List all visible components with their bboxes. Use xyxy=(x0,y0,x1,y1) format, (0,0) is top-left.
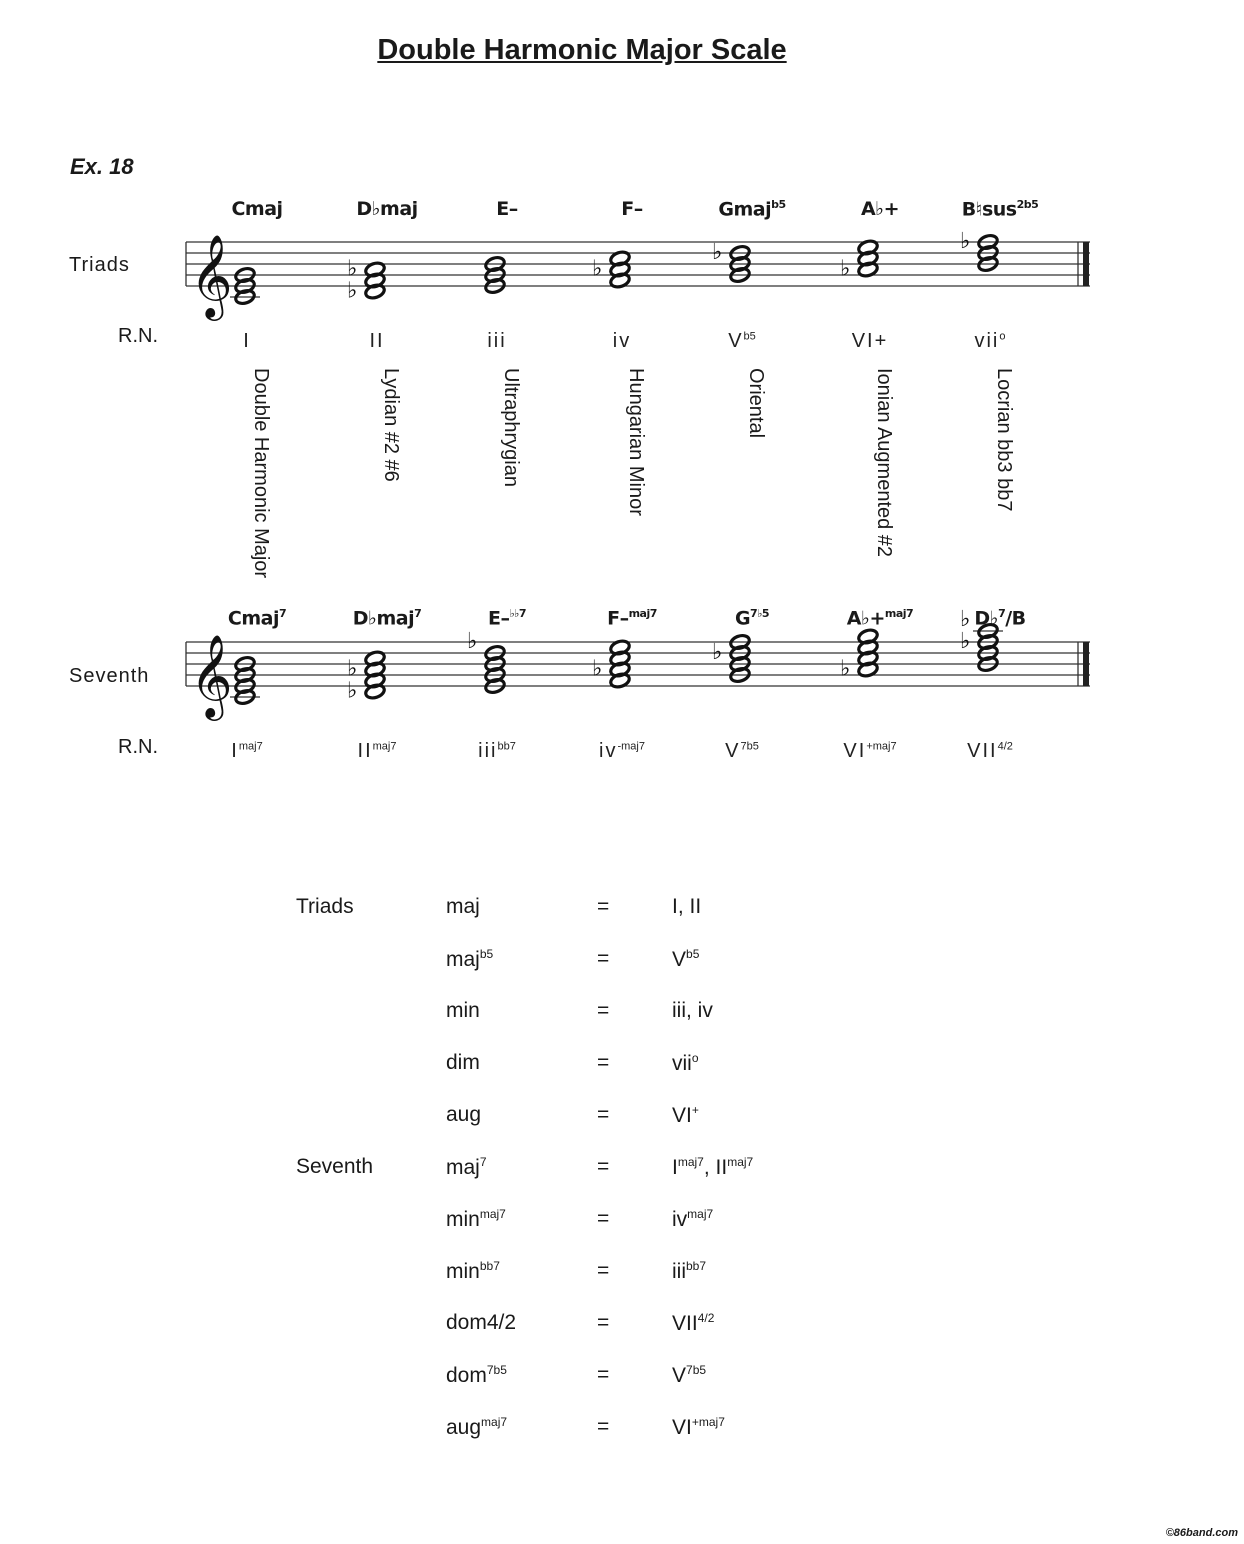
chord-symbol-suffix: /B xyxy=(1005,607,1026,630)
chord-symbol-sup: maj7 xyxy=(884,607,914,620)
chord-symbol-text: Cmaj xyxy=(227,607,279,630)
table-roman-numerals-text: iv xyxy=(672,1208,688,1231)
chord-symbol-text: D♭maj xyxy=(352,607,415,630)
table-roman-numerals-text: I, II xyxy=(672,895,702,918)
flat-icon: ♭ xyxy=(347,656,358,682)
table-roman-numerals xyxy=(672,947,699,972)
table-chord-quality-text: maj xyxy=(446,895,480,918)
table-roman-numerals-text: VI xyxy=(672,1104,692,1127)
treble-clef-icon: 𝄞 xyxy=(190,633,233,717)
page-title: Double Harmonic Major Scale xyxy=(377,34,787,66)
roman-numeral-sup: +maj7 xyxy=(866,740,897,753)
triads-staff xyxy=(0,210,1244,350)
flat-icon: ♭ xyxy=(347,278,358,304)
table-chord-quality-sup: maj7 xyxy=(481,1415,508,1429)
table-roman-numerals xyxy=(672,1103,699,1128)
table-roman-numerals-sup: maj7 xyxy=(677,1155,704,1169)
table-chord-quality xyxy=(446,947,493,972)
table-chord-quality-sup: bb7 xyxy=(479,1259,500,1273)
table-equals: = xyxy=(597,999,610,1022)
roman-numeral-sup: o xyxy=(999,330,1006,343)
table-chord-quality-sup: maj7 xyxy=(479,1207,506,1221)
table-roman-numerals-text: iii, iv xyxy=(672,999,713,1022)
table-chord-quality xyxy=(446,1103,481,1127)
roman-numeral-sup: 4/2 xyxy=(997,740,1013,753)
mode-name: Double Harmonic Major xyxy=(250,368,272,579)
table-roman-numerals xyxy=(672,1363,706,1388)
table-equals: = xyxy=(597,1259,610,1282)
table-group-label: Seventh xyxy=(296,1155,374,1178)
table-chord-quality xyxy=(446,1363,507,1388)
seventh-rn-label: R.N. xyxy=(118,736,158,758)
chord-symbol-text: G xyxy=(734,607,751,630)
table-roman-numerals-text: , II xyxy=(703,1156,728,1179)
table-chord-quality xyxy=(446,999,480,1023)
roman-numeral-sup: maj7 xyxy=(238,740,263,753)
roman-numeral-sup: b5 xyxy=(743,330,756,343)
table-roman-numerals-sup: o xyxy=(691,1051,699,1065)
roman-numeral-text: vii xyxy=(974,330,1000,352)
roman-numeral-text: I xyxy=(243,330,251,352)
treble-clef-icon: 𝄞 xyxy=(190,233,233,317)
table-roman-numerals-sup: +maj7 xyxy=(691,1415,725,1429)
chord-symbol-text: D♭maj xyxy=(356,198,418,220)
table-roman-numerals xyxy=(672,1259,706,1284)
chord-symbol-text: A♭+ xyxy=(860,198,900,220)
table-chord-quality xyxy=(446,1155,487,1180)
mode-name: Hungarian Minor xyxy=(625,368,647,516)
table-roman-numerals xyxy=(672,1207,713,1232)
table-equals: = xyxy=(597,947,610,970)
table-roman-numerals-text: VI xyxy=(672,1416,692,1439)
chord-symbol-text: D♭ xyxy=(974,607,999,630)
table-chord-quality xyxy=(446,895,480,919)
table-chord-quality-text: maj xyxy=(446,1156,480,1179)
table-equals: = xyxy=(597,1207,610,1230)
roman-numeral-text: V xyxy=(725,740,741,762)
table-chord-quality-text: min xyxy=(446,1260,480,1283)
roman-numeral-text: V xyxy=(728,330,744,352)
flat-icon: ♭ xyxy=(840,656,851,682)
table-chord-quality xyxy=(446,1207,506,1232)
table-roman-numerals-text: iii xyxy=(672,1260,686,1283)
mode-name: Locrian bb3 bb7 xyxy=(993,368,1015,512)
table-roman-numerals-text: vii xyxy=(672,1052,692,1075)
table-chord-quality xyxy=(446,1259,500,1284)
chord-symbol-text: B♮sus xyxy=(961,198,1017,221)
chord-symbol-sup: 7 xyxy=(998,607,1006,620)
table-roman-numerals-text: I xyxy=(672,1156,678,1179)
roman-numeral-text: II xyxy=(357,740,373,762)
chord-symbol-sup: ♭♭7 xyxy=(509,607,527,620)
mode-name: Ultraphrygian xyxy=(500,368,522,487)
table-chord-quality-text: dim xyxy=(446,1051,480,1074)
table-roman-numerals-text: V xyxy=(672,1364,687,1387)
chord-symbol-text: A♭+ xyxy=(846,607,885,630)
chord-symbol-sup: b5 xyxy=(771,198,786,211)
triads-row-label: Triads xyxy=(69,254,130,276)
chord-symbol-sup: 7♭5 xyxy=(750,607,770,620)
table-roman-numerals xyxy=(672,1311,714,1336)
roman-numeral-text: VI+ xyxy=(851,330,889,352)
chord-symbol-sup: 7 xyxy=(414,607,422,620)
table-chord-quality-text: min xyxy=(446,999,480,1022)
table-roman-numerals-sup: bb7 xyxy=(686,1259,707,1273)
mode-name: Oriental xyxy=(745,368,767,439)
roman-numeral-text: iv xyxy=(599,740,618,762)
table-roman-numerals-sup: b5 xyxy=(686,947,700,961)
chord-symbol-text: Cmaj xyxy=(231,198,283,220)
flat-icon: ♭ xyxy=(592,656,603,682)
roman-numeral-sup: maj7 xyxy=(372,740,397,753)
roman-numeral-text: iv xyxy=(612,330,632,352)
table-chord-quality-text: aug xyxy=(446,1416,482,1439)
table-roman-numerals-sup: maj7 xyxy=(687,1207,714,1221)
flat-icon: ♭ xyxy=(712,640,723,665)
table-roman-numerals-sup: maj7 xyxy=(727,1155,754,1169)
table-chord-quality-text: min xyxy=(446,1208,480,1231)
chord-symbol-sup: 2b5 xyxy=(1016,198,1039,211)
mode-name: Ionian Augmented #2 xyxy=(873,368,895,558)
flat-icon: ♭ xyxy=(960,629,971,654)
table-chord-quality-text: dom4/2 xyxy=(446,1311,517,1334)
table-equals: = xyxy=(597,1155,610,1178)
table-chord-quality-sup: 7b5 xyxy=(486,1363,507,1377)
roman-numeral-sup: -maj7 xyxy=(617,740,645,753)
table-chord-quality-text: aug xyxy=(446,1103,482,1126)
table-equals: = xyxy=(597,1051,610,1074)
table-equals: = xyxy=(597,1311,610,1334)
flat-icon: ♭ xyxy=(592,256,603,282)
chord-symbol-text: F– xyxy=(621,198,643,220)
roman-numeral-text: VI xyxy=(843,740,867,762)
table-roman-numerals xyxy=(672,999,713,1023)
table-chord-quality xyxy=(446,1051,480,1075)
roman-numeral-sup: bb7 xyxy=(497,740,516,753)
table-roman-numerals xyxy=(672,1051,699,1076)
mode-name: Lydian #2 #6 xyxy=(380,368,402,482)
flat-icon: ♭ xyxy=(840,256,851,282)
table-equals: = xyxy=(597,1415,610,1438)
barline-thick xyxy=(1083,642,1089,686)
chord-symbol-text: Gmaj xyxy=(718,198,772,221)
table-chord-quality-sup: 7 xyxy=(479,1155,487,1169)
copyright-text: ©86band.com xyxy=(1165,1527,1238,1539)
roman-numeral-text: iii xyxy=(478,740,498,762)
roman-numeral-sup: 7b5 xyxy=(740,740,759,753)
table-chord-quality-text: dom xyxy=(446,1364,487,1387)
table-roman-numerals-sup: 4/2 xyxy=(697,1311,715,1325)
flat-icon: ♭ xyxy=(347,678,358,704)
table-chord-quality-sup: b5 xyxy=(479,947,494,961)
barline-thick xyxy=(1083,242,1089,286)
flat-icon: ♭ xyxy=(712,240,723,265)
chord-symbol-text: F– xyxy=(607,607,629,630)
table-roman-numerals-text: VII xyxy=(672,1312,698,1335)
table-roman-numerals-sup: 7b5 xyxy=(686,1363,707,1377)
table-chord-quality xyxy=(446,1415,507,1440)
table-roman-numerals xyxy=(672,895,701,919)
table-chord-quality xyxy=(446,1311,516,1335)
triads-rn-label: R.N. xyxy=(118,325,158,347)
chord-symbol-sup: maj7 xyxy=(628,607,657,620)
chord-symbol-sup: 7 xyxy=(278,607,287,620)
table-group-label: Triads xyxy=(296,895,354,918)
table-roman-numerals-text: V xyxy=(672,948,687,971)
roman-numeral-text: I xyxy=(231,740,239,762)
table-roman-numerals xyxy=(672,1415,725,1440)
flat-icon: ♭ xyxy=(960,229,971,254)
seventh-row-label: Seventh xyxy=(69,665,150,687)
table-roman-numerals xyxy=(672,1155,753,1180)
roman-numeral-text: VII xyxy=(967,740,998,762)
flat-icon: ♭ xyxy=(960,607,971,632)
table-chord-quality-text: maj xyxy=(446,948,480,971)
chord-symbol-text: E– xyxy=(487,607,510,630)
flat-icon: ♭ xyxy=(467,629,478,654)
example-label: Ex. 18 xyxy=(70,154,134,179)
table-roman-numerals-sup: + xyxy=(691,1103,699,1117)
table-equals: = xyxy=(597,1103,610,1126)
chord-symbol-text: E– xyxy=(496,198,518,220)
table-equals: = xyxy=(597,895,610,918)
roman-numeral-text: iii xyxy=(487,330,507,352)
table-equals: = xyxy=(597,1363,610,1386)
roman-numeral-text: II xyxy=(369,330,385,352)
flat-icon: ♭ xyxy=(347,256,358,282)
